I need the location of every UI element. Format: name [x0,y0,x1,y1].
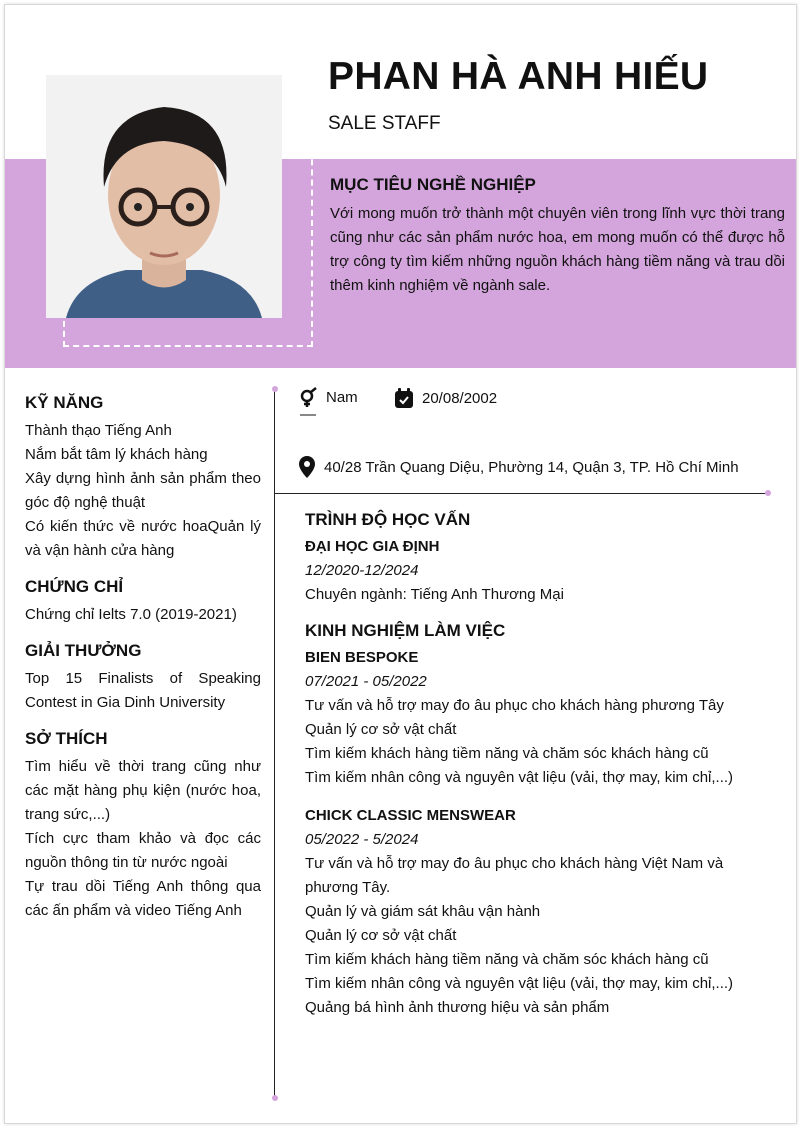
hobbies-section [25,729,261,923]
job-entry [305,804,767,1020]
birthdate-row [394,387,497,409]
job-task: Tìm kiếm khách hàng tiềm năng và chăm sóc khách hàng cũ [305,745,709,762]
job-task: Quảng bá hình ảnh thương hiệu và sản phẩm [305,999,610,1016]
job-period: 07/2021 - 05/2022 [305,673,427,690]
skill-item: Nắm bắt tâm lý khách hàng [25,446,208,463]
job-task: Tìm kiếm nhân công và nguyên vật liệu (vải, thợ may, kim chỉ,...) [305,975,734,992]
right-column [305,510,767,1034]
address-row [298,455,739,479]
job-task: Tìm kiếm nhân công và nguyên vật liệu (vải, thợ may, kim chỉ,...) [305,769,734,786]
awards-title: GIẢI THƯỞNG [25,641,142,660]
certificates-section [25,577,261,627]
skill-item: Xây dựng hình ảnh sản phẩm theo góc độ nghệ thuật [25,470,261,511]
job-task: Quản lý cơ sở vật chất [305,721,457,738]
full-name: PHAN HÀ ANH HIẾU [328,55,709,98]
job-task: Quản lý và giám sát khâu vận hành [305,903,541,920]
job-period: 05/2022 - 5/2024 [305,831,419,848]
hobby-item: Tự trau dồi Tiếng Anh thông qua các ấn phẩm và video Tiếng Anh [25,878,261,919]
calendar-icon [394,387,414,409]
certificate-item: Chứng chỉ Ielts 7.0 (2019-2021) [25,606,237,623]
objective-text: Với mong muốn trở thành một chuyên viên trong lĩnh vực thời trang cũng như các sản phẩm nước hoa, em mong muốn có thể được hỗ trợ công ty tìm kiếm những nguồn khách hàng tiềm năng và trau dồi thêm kinh nghiệm về ngành sale. [330,205,785,294]
hobby-item: Tích cực tham khảo và đọc các nguồn thông tin từ nước ngoài [25,830,261,871]
education-section [305,510,767,607]
job-company: BIEN BESPOKE [305,649,419,666]
certificates-title: CHỨNG CHỈ [25,577,124,596]
left-column [25,393,261,937]
education-major: Chuyên ngành: Tiếng Anh Thương Mại [305,586,564,603]
hobby-item: Tìm hiểu về thời trang cũng như các mặt hàng phụ kiện (nước hoa, trang sức,...) [25,758,261,823]
job-company: CHICK CLASSIC MENSWEAR [305,807,516,824]
column-divider [274,389,275,1099]
gender-row [298,387,358,417]
address-value: 40/28 Trần Quang Diệu, Phường 14, Quận 3, TP. Hồ Chí Minh [324,458,739,476]
birthdate-value: 20/08/2002 [422,389,498,407]
skills-section [25,393,261,563]
job-task: Tư vấn và hỗ trợ may đo âu phục cho khách hàng phương Tây [305,697,724,714]
location-pin-icon [298,455,316,479]
award-item: Top 15 Finalists of Speaking Contest in Gia Dinh University [25,670,261,711]
resume-page [4,4,797,1124]
objective-title: MỤC TIÊU NGHỀ NGHIỆP [330,175,536,194]
hobbies-title: SỞ THÍCH [25,729,108,748]
job-task: Tư vấn và hỗ trợ may đo âu phục cho khách hàng Việt Nam và phương Tây. [305,855,724,896]
gender-icon [298,387,318,417]
divider-dot-bottom [272,1095,278,1101]
skill-item: Thành thạo Tiếng Anh [25,422,172,439]
job-task: Quản lý cơ sở vật chất [305,927,457,944]
awards-section [25,641,261,715]
divider-dot-top [272,386,278,392]
job-task: Tìm kiếm khách hàng tiềm năng và chăm sóc khách hàng cũ [305,951,709,968]
contact-divider [274,493,770,494]
job-role: SALE STAFF [328,113,441,134]
contact-divider-dot [765,490,771,496]
profile-photo [46,75,282,318]
skills-title: KỸ NĂNG [25,393,104,412]
skill-item: Có kiến thức về nước hoaQuản lý và vận hành cửa hàng [25,518,261,559]
education-title: TRÌNH ĐỘ HỌC VẤN [305,510,471,529]
education-period: 12/2020-12/2024 [305,562,419,579]
school-name: ĐẠI HỌC GIA ĐỊNH [305,538,440,555]
experience-title: KINH NGHIỆM LÀM VIỆC [305,621,506,640]
gender-value: Nam [326,388,358,406]
job-entry [305,646,767,790]
